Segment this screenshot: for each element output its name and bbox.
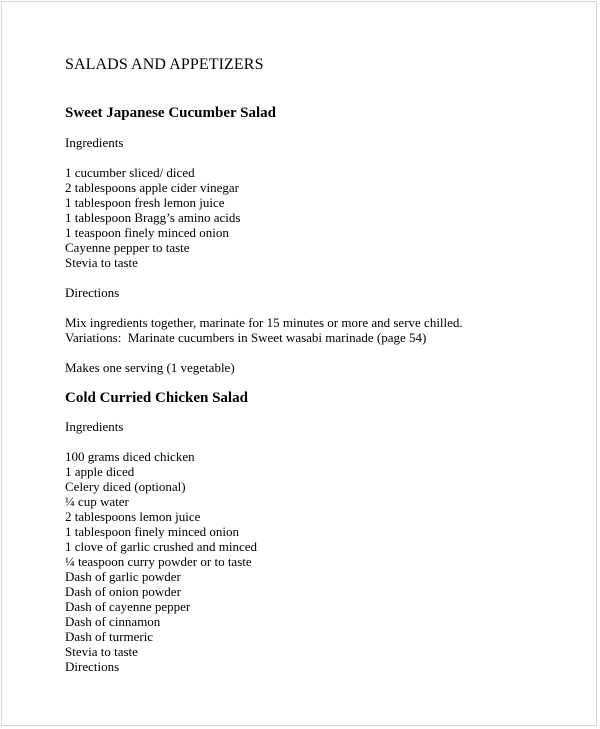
ingredient-item: Dash of onion powder	[65, 584, 181, 599]
ingredient-item: 2 tablespoons apple cider vinegar	[65, 180, 239, 195]
ingredient-item: 1 teaspoon finely minced onion	[65, 225, 229, 240]
recipe-title: Sweet Japanese Cucumber Salad	[65, 105, 276, 121]
ingredient-item: 1 tablespoon fresh lemon juice	[65, 195, 225, 210]
ingredient-item: Stevia to taste	[65, 644, 138, 659]
directions-heading: Directions	[65, 285, 120, 300]
ingredients-heading: Ingredients	[65, 135, 124, 150]
recipe-title: Cold Curried Chicken Salad	[65, 390, 248, 406]
servings-text: Makes one serving (1 vegetable)	[65, 360, 235, 375]
ingredient-item: ¼ teaspoon curry powder or to taste	[65, 554, 252, 569]
ingredient-item: 2 tablespoons lemon juice	[65, 509, 201, 524]
ingredient-item: Dash of cayenne pepper	[65, 599, 191, 614]
recipe-cold-curried-chicken-salad	[65, 389, 585, 674]
ingredient-item: Dash of garlic powder	[65, 569, 181, 584]
ingredients-heading: Ingredients	[65, 419, 124, 434]
ingredient-item: ¼ cup water	[65, 494, 129, 509]
ingredients-list	[65, 449, 585, 659]
document-page	[1, 1, 597, 726]
ingredient-item: 1 cucumber sliced/ diced	[65, 165, 195, 180]
spacer	[65, 75, 585, 104]
ingredient-item: 1 tablespoon Bragg’s amino acids	[65, 210, 241, 225]
ingredient-item: 1 tablespoon finely minced onion	[65, 524, 240, 539]
ingredient-item: Dash of cinnamon	[65, 614, 161, 629]
ingredient-item: 100 grams diced chicken	[65, 449, 195, 464]
directions-heading: Directions	[65, 659, 120, 674]
ingredient-item: Cayenne pepper to taste	[65, 240, 190, 255]
ingredient-item: Stevia to taste	[65, 255, 138, 270]
document-content	[65, 55, 585, 674]
variations-text: Variations: Marinate cucumbers in Sweet wasabi marinade (page 54)	[65, 330, 427, 345]
ingredient-item: 1 clove of garlic crushed and minced	[65, 539, 258, 554]
directions-text: Mix ingredients together, marinate for 15 minutes or more and serve chilled.	[65, 315, 463, 330]
ingredient-item: 1 apple diced	[65, 464, 135, 479]
ingredients-list	[65, 165, 585, 270]
ingredient-item: Dash of turmeric	[65, 629, 154, 644]
page-title: SALADS AND APPETIZERS	[65, 56, 264, 73]
recipe-sweet-japanese-cucumber-salad	[65, 104, 585, 375]
ingredient-item: Celery diced (optional)	[65, 479, 186, 494]
